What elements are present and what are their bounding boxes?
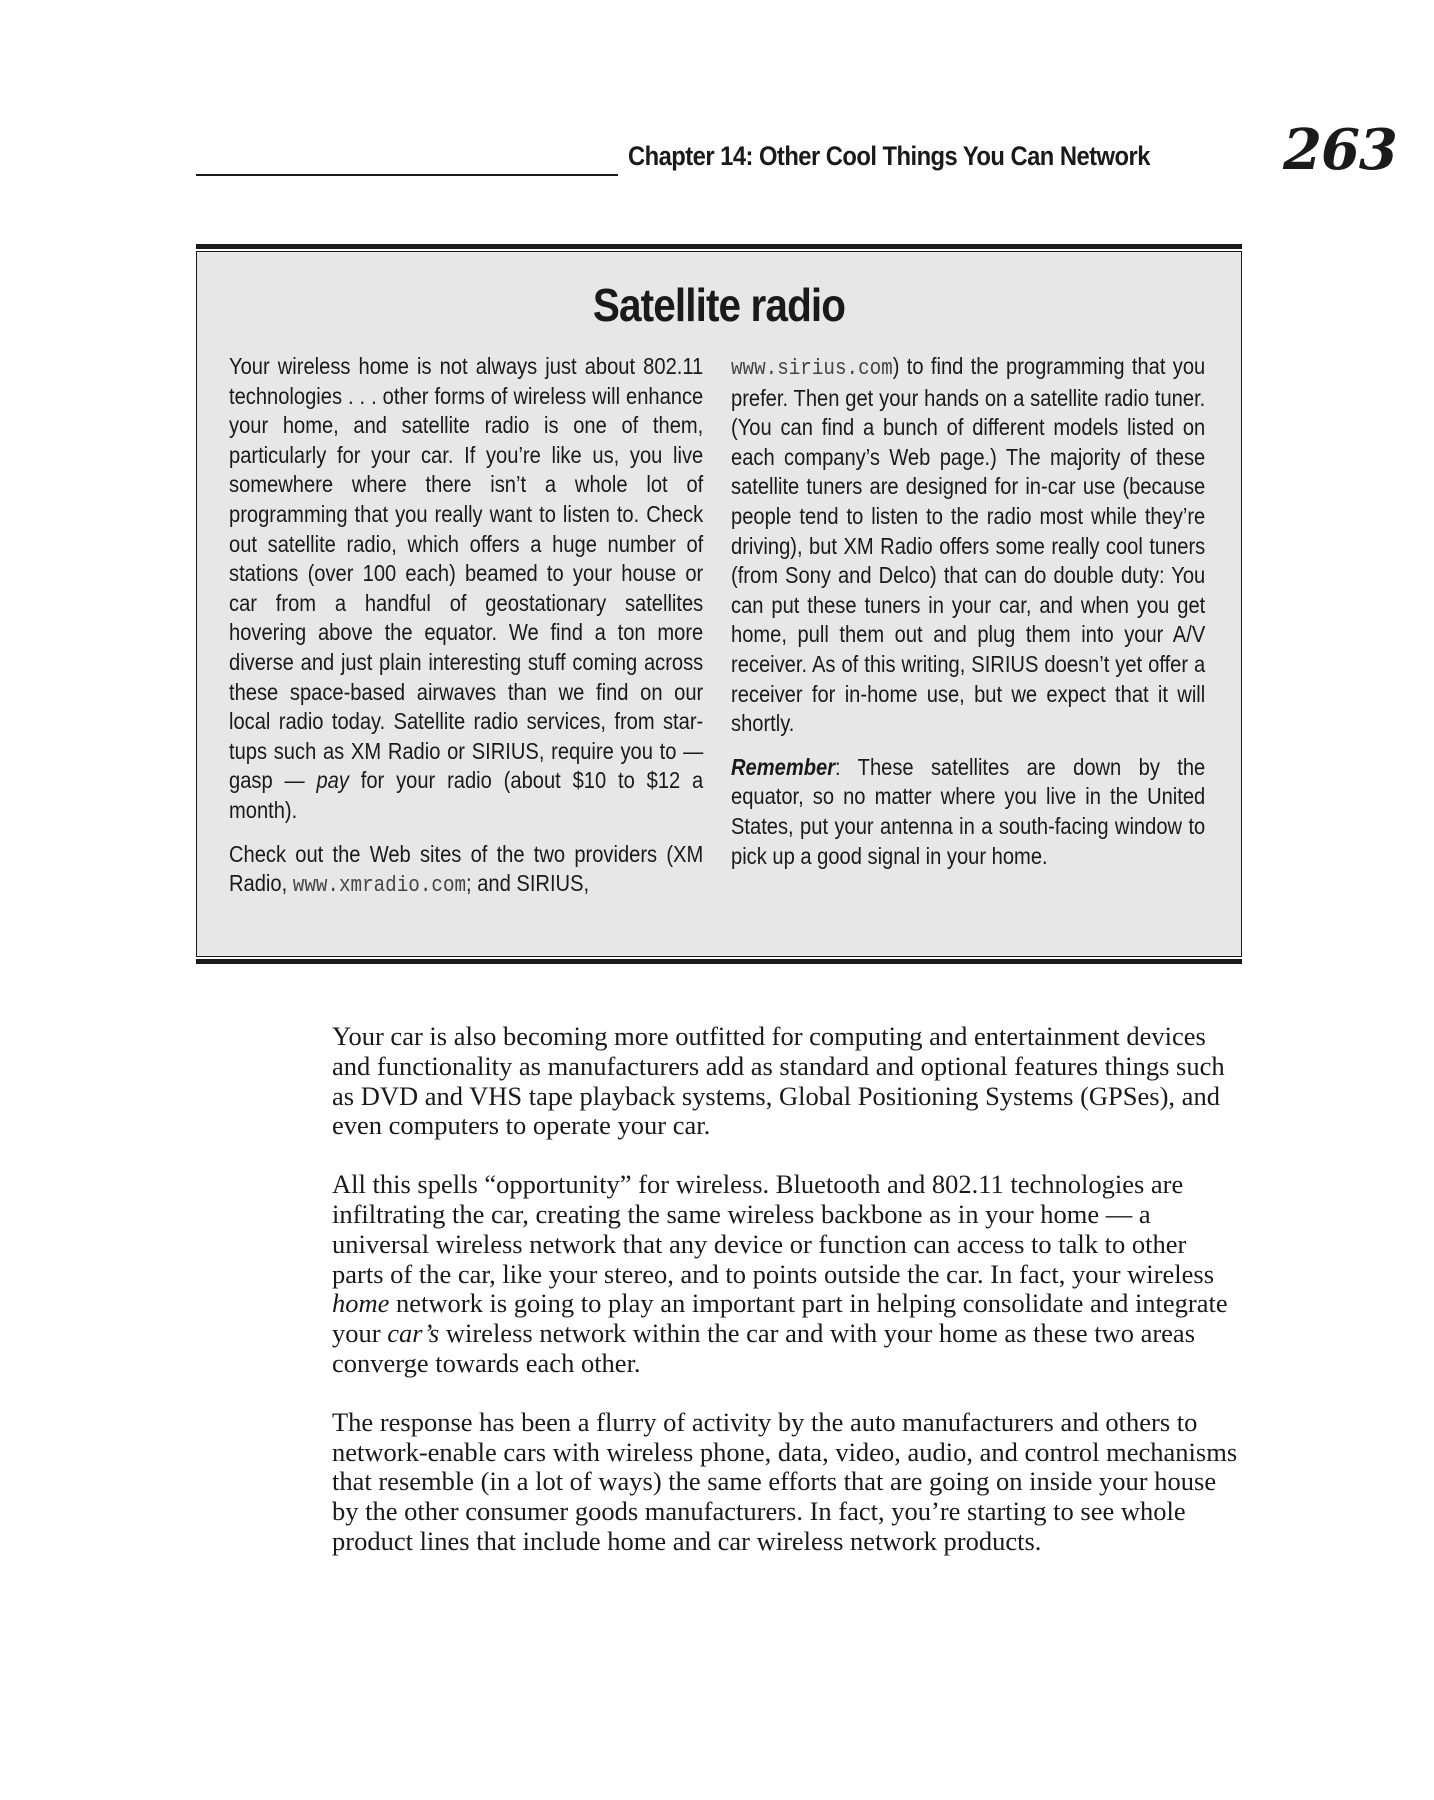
- header-rule: [196, 174, 618, 176]
- sidebar-paragraph: Remember: These satellites are down by the equator, so no matter where you live in the United States, put your antenna in a south-facing window to pick up a good signal in your home.: [731, 753, 1206, 869]
- page-number: 263: [1283, 117, 1397, 183]
- sidebar-box: [196, 251, 1242, 957]
- sidebar-bottom-rule: [196, 959, 1242, 964]
- emphasis: pay: [316, 767, 349, 794]
- sidebar-paragraph: Check out the Web sites of the two providers (XM Radio, www.xmradio.com; and SIRIUS,: [229, 840, 704, 899]
- sidebar-top-rule: [196, 244, 1242, 249]
- sidebar-right-column: [731, 352, 1273, 885]
- sidebar-paragraph: www.sirius.com) to find the programming that you prefer. Then get your hands on a satellite radio tuner. (You can find a bunch of different models listed on each company’s Web page.) The majority of these satellite tuners are designed for in-car use (because people tend to listen to the radio most while they’re driving), but XM Radio offers some really cool tuners (from Sony and Delco) that can do double duty: You can put these tuners in your car, and when you get home, pull them out and plug them into your A/V receiver. As of this writing, SIRIUS doesn’t yet offer a receiver for in-home use, but we expect that it will shortly.: [731, 353, 1206, 737]
- body-paragraph: All this spells “opportunity” for wireless. Bluetooth and 802.11 technologies are infiltrating the car, creating the same wireless backbone as in your home — a universal wireless network that any device or function can access to talk to other parts of the car, like your stereo, and to points outside the car. In fact, your wireless home network is going to play an important part in helping consolidate and integrate your car’s wireless network within the car and with your home as these two areas converge towards each other.: [332, 1169, 1228, 1378]
- emphasis: car’s: [387, 1318, 440, 1349]
- url-sirius: www.sirius.com: [731, 356, 893, 381]
- sidebar-paragraph: Your wireless home is not always just about 802.11 technologies . . . other forms of wireless will enhance your home, and satellite radio is one of them, particularly for your car. If you’re like us, you live somewhere where there isn’t a whole lot of programming that you really want to listen to. Check out satellite radio, which offers a huge number of stations (over 100 each) beamed to your house or car from a handful of geostationary satellites hovering above the equator. We find a ton more diverse and just plain interesting stuff coming across these space-based airwaves than we find on our local radio today. Satellite radio services, from startups such as XM Radio or SIRIUS, require you to — gasp — pay for your radio (about $10 to $12 a month).: [229, 353, 704, 823]
- body-paragraph: The response has been a flurry of activity by the auto manufacturers and others to network-enable cars with wireless phone, data, video, audio, and control mechanisms that resemble (in a lot of ways) the same efforts that are going on inside your house by the other consumer goods manufacturers. In fact, you’re starting to see whole product lines that include home and car wireless network products.: [332, 1406, 1238, 1556]
- running-head: Chapter 14: Other Cool Things You Can Network: [628, 141, 1150, 171]
- body-text: [332, 1022, 1244, 1586]
- sidebar-left-column: [229, 352, 771, 915]
- sidebar-title: Satellite radio: [592, 279, 846, 331]
- remember-label: Remember: [731, 753, 836, 780]
- url-xmradio: www.xmradio.com: [292, 873, 467, 899]
- emphasis: home: [332, 1288, 390, 1319]
- body-paragraph: Your car is also becoming more outfitted for computing and entertainment devices and functionality as manufacturers add as standard and optional features things such as DVD and VHS tape playback systems, Global Positioning Systems (GPSes), and even computers to operate your car.: [332, 1021, 1225, 1141]
